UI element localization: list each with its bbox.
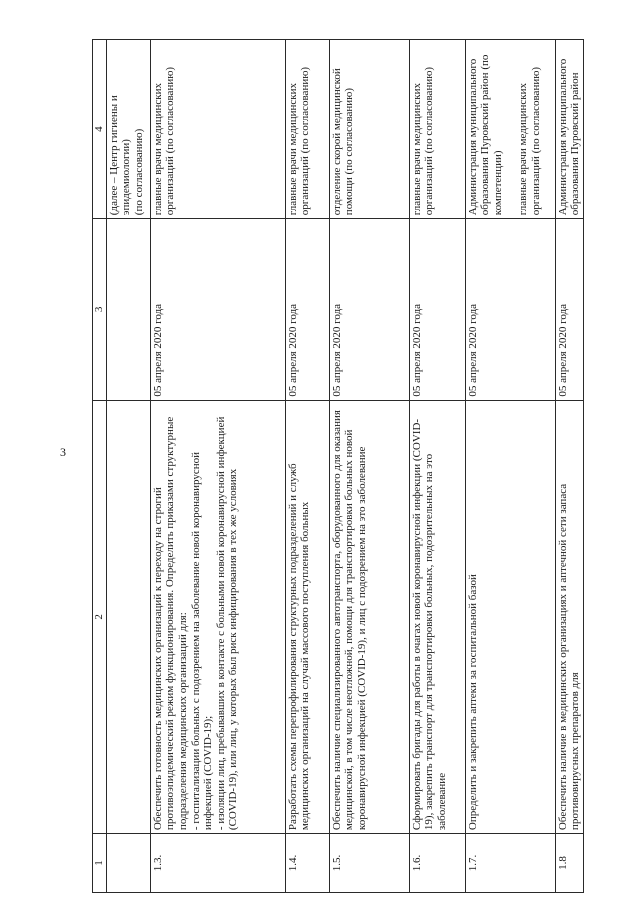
row-deadline: 05 апреля 2020 года (409, 219, 465, 400)
row-number: 1.7. (465, 834, 555, 893)
row-deadline: 05 апреля 2020 года (329, 219, 409, 400)
row-deadline: 05 апреля 2020 года (285, 219, 329, 400)
row-responsible: главные врачи медицинских организаций (по согласованию) (150, 40, 285, 219)
table-row (465, 40, 555, 893)
row-task: Сформировать бригады для работы в очагах новой коронавирусной инфекции (COVID-19), закрепить транспорт для транспортировки больных, подозрительных на это заболевание (409, 400, 465, 833)
table-row (329, 40, 409, 893)
table-row (555, 40, 583, 893)
header-col-1: 1 (93, 834, 107, 893)
header-col-4: 4 (93, 40, 107, 219)
row-deadline: 05 апреля 2020 года (465, 219, 555, 400)
page-number: 3 (60, 445, 66, 459)
table-row (285, 40, 329, 893)
header-col-3: 3 (93, 219, 107, 400)
row-responsible: отделение скорой медицинской помощи (по согласованию) (329, 40, 409, 219)
rotated-table-container (92, 39, 616, 893)
table-row (150, 40, 285, 893)
table-header-row (93, 40, 107, 893)
row-deadline: 05 апреля 2020 года (555, 219, 583, 400)
row-responsible: главные врачи медицинских организаций (по согласованию) (285, 40, 329, 219)
row-task: Разработать схемы перепрофилирования структурных подразделений и служб медицинских организаций на случай массового поступления больных (285, 400, 329, 833)
row-number: 1.8 (555, 834, 583, 893)
row-task: Обеспечить наличие в медицинских организациях и аптечной сети запаса противовирусных препаратов для (555, 400, 583, 833)
row-responsible: (далее – Центр гигиены и эпидемиологии) (по согласованию) (106, 40, 150, 219)
row-number: 1.4. (285, 834, 329, 893)
measures-table (92, 39, 584, 893)
row-task: Обеспечить наличие специализированного автотранспорта, оборудованного для оказания медицинской, в том числе неотложной, помощи для транспортировки больных новой коронавирусной инфекцией (COVID-19), и лиц с подозрением на это заболевание (329, 400, 409, 833)
row-task (106, 400, 150, 833)
row-number (106, 834, 150, 893)
header-col-2: 2 (93, 400, 107, 833)
row-number: 1.3. (150, 834, 285, 893)
row-responsible: Администрация муниципального образования Пуровский район (по компетенции) главные врачи медицинских организаций (по согласованию) (465, 40, 555, 219)
row-task: Обеспечить готовность медицинских организаций к переходу на строгий противоэпидемический режим функционирования. Определить приказами структурные подразделения медицинских организаций для: - госпитализации больных с подозрением на заболевание новой коронавирусной инфекцией (COVID-19); - изоляции лиц, пребывавших в контакте с больными новой коронавирусной инфекцией (COVID-19), или лиц, у которых был риск инфицирования в тех же условиях (150, 400, 285, 833)
table-row (106, 40, 150, 893)
row-responsible: главные врачи медицинских организаций (по согласованию) (409, 40, 465, 219)
row-deadline: 05 апреля 2020 года (150, 219, 285, 400)
row-task: Определить и закрепить аптеки за госпитальной базой (465, 400, 555, 833)
row-responsible: Администрация муниципального образования Пуровский район (555, 40, 583, 219)
row-number: 1.5. (329, 834, 409, 893)
row-number: 1.6. (409, 834, 465, 893)
row-deadline (106, 219, 150, 400)
table-row (409, 40, 465, 893)
